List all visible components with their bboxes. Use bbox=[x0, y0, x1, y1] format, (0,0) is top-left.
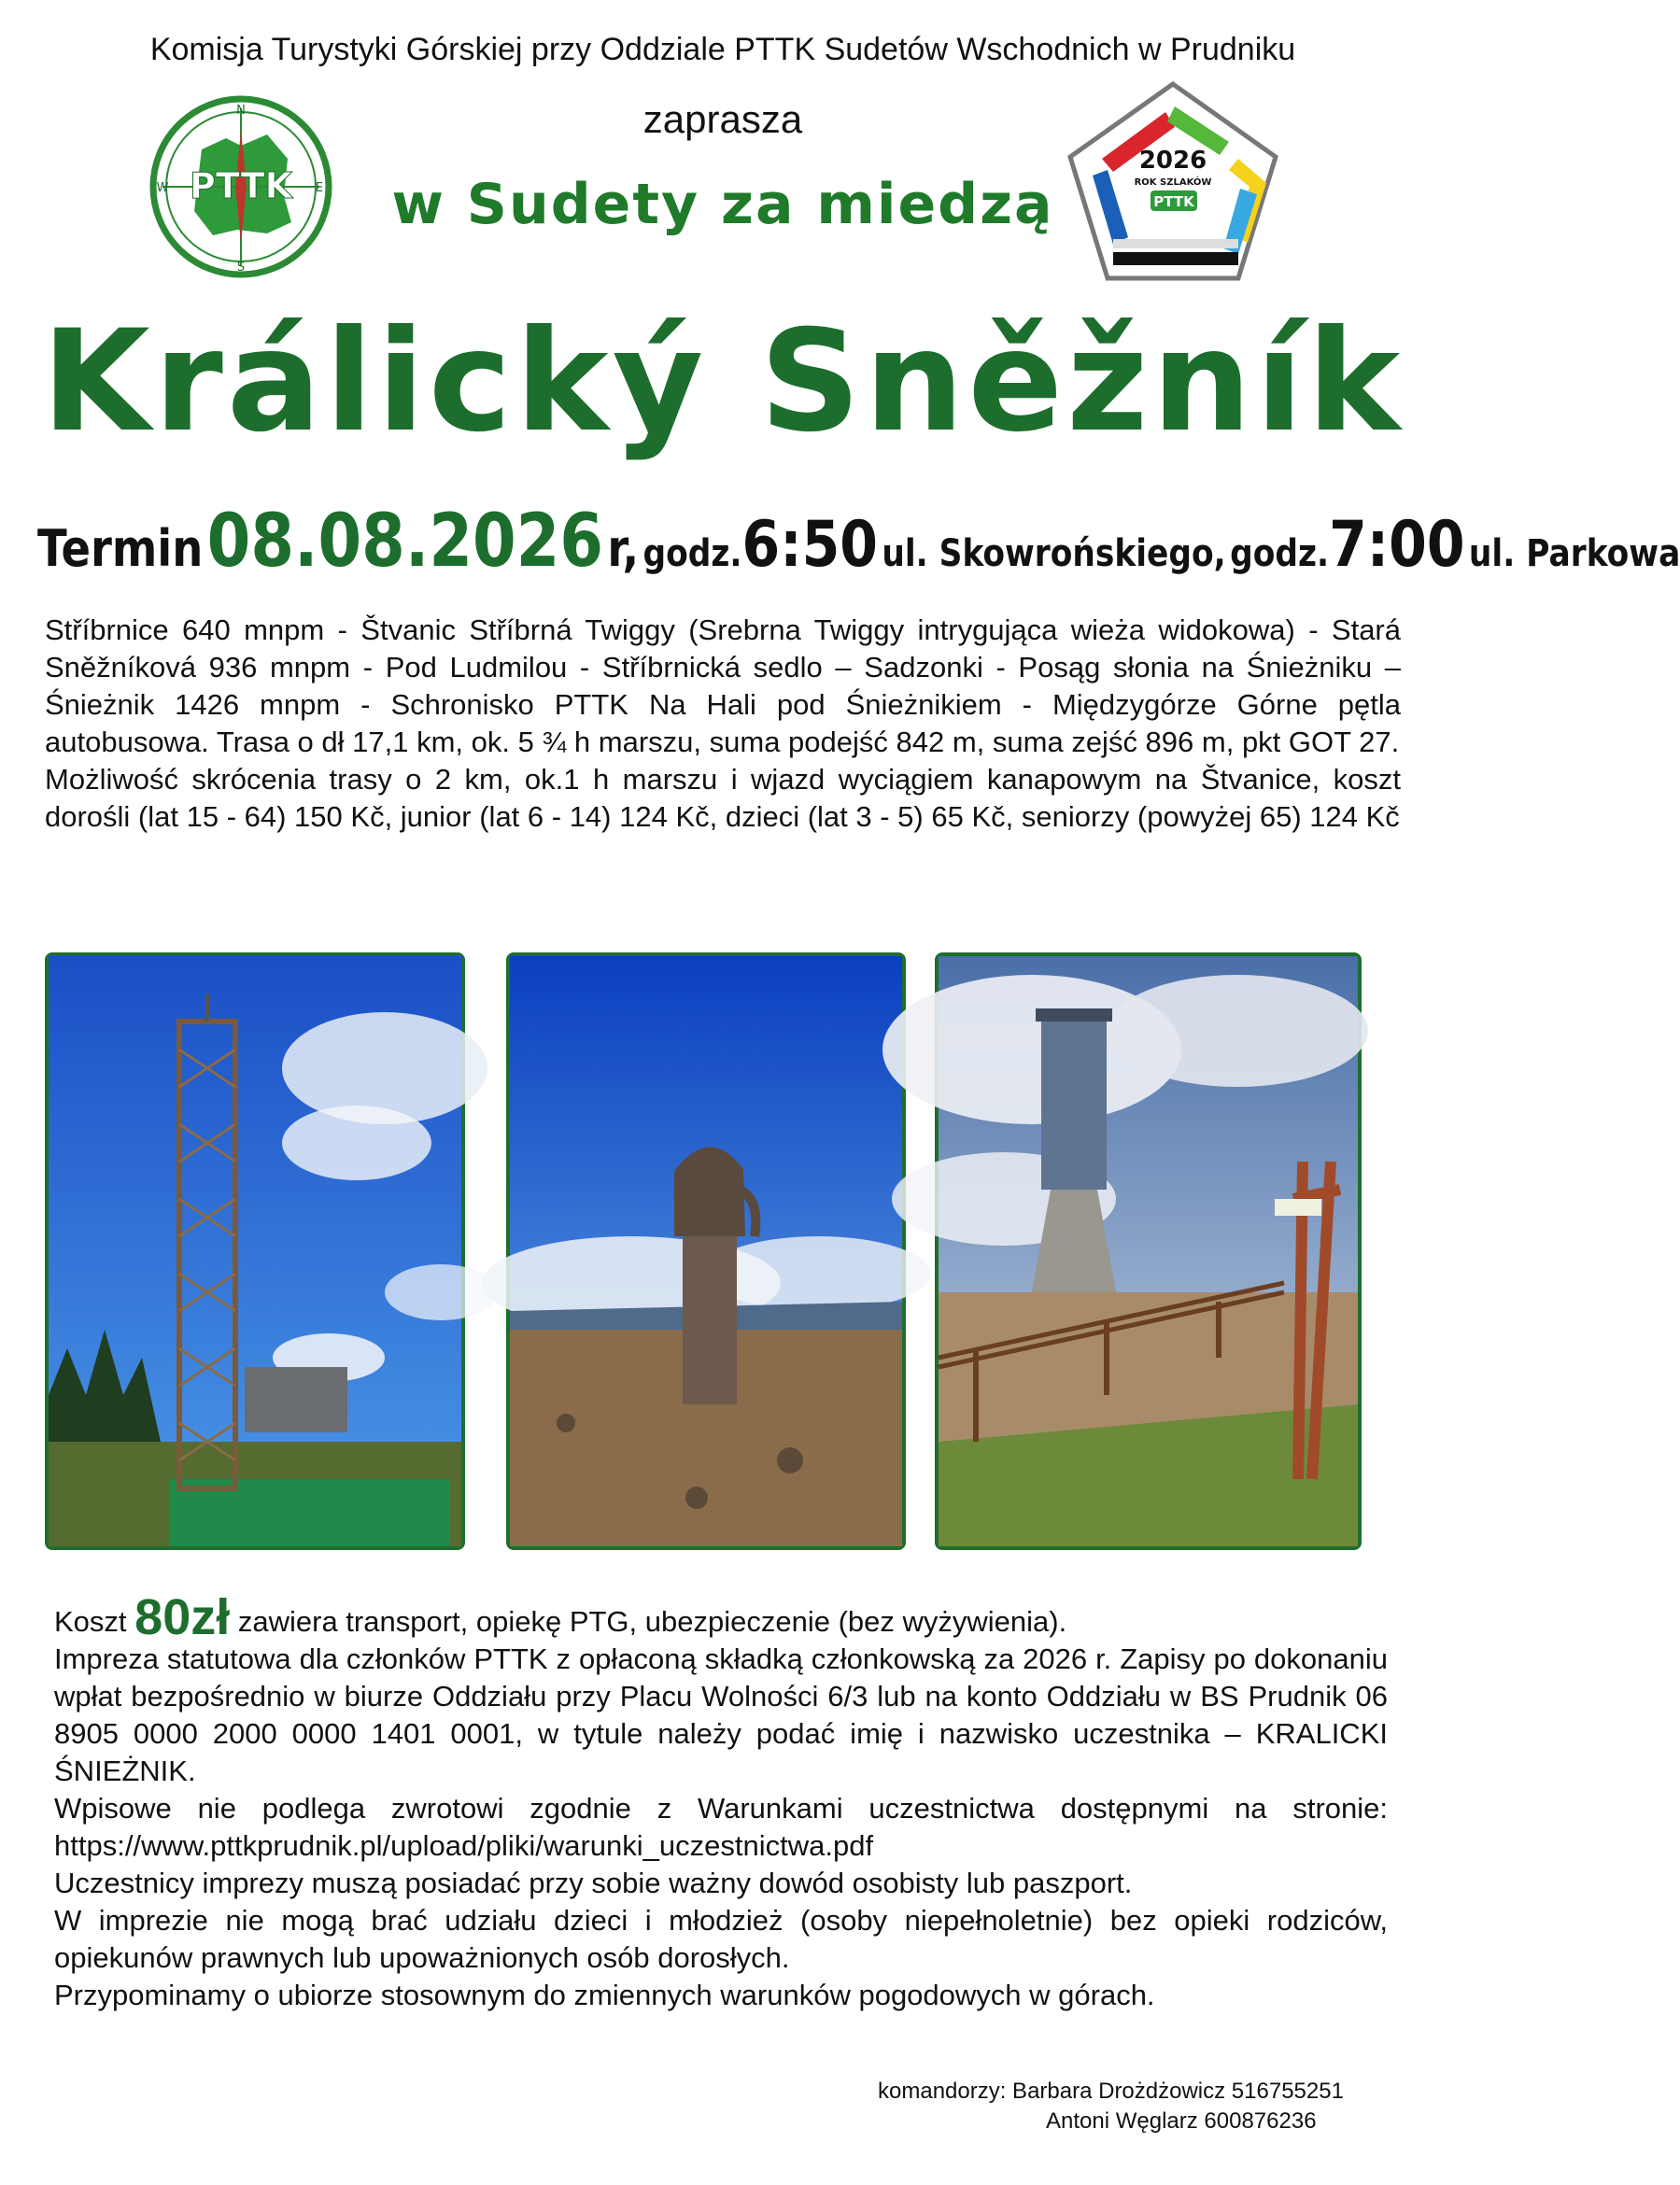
photo-stone-tower bbox=[935, 952, 1362, 1550]
info-paragraph-1: Impreza statutowa dla członków PTTK z opłaconą składką członkowską za 2026 r. Zapisy po dokonaniu wpłat bezpośrednio w biurze Oddziału przy Placu Wolności 6/3 lub na konto Oddziału w BS Prudnik 06 8905 0000 2000 0000 1401 0001, w tytule należy podać imię i nazwisko uczestnika – KRALICKI ŚNIEŻNIK. bbox=[54, 1642, 1388, 1787]
svg-text:S: S bbox=[236, 261, 246, 275]
photo-stone-tower-graphic bbox=[939, 956, 1358, 1546]
photo-elephant-graphic bbox=[510, 956, 902, 1546]
trail-year-logo-graphic bbox=[1065, 78, 1281, 284]
cost-line bbox=[54, 1589, 1388, 1645]
info-paragraph-4: W imprezie nie mogą brać udziału dzieci i młodzież (osoby niepełnoletnie) bez opieki rodziców, opiekunów prawnych lub upoważnionych osób dorosłych. bbox=[54, 1904, 1388, 1974]
route-paragraph-2: Możliwość skrócenia trasy o 2 km, ok.1 h marszu i wjazd wyciągiem kanapowym na Štvanice, koszt dorośli (lat 15 - 64) 150 Kč, junior (lat 6 - 14) 124 Kč, dzieci (lat 3 - 5) 65 Kč, seniorzy (powyżej 65) 124 Kč bbox=[45, 763, 1401, 833]
term-date: 08.08.2026 bbox=[206, 500, 604, 584]
page-title: Králický Sněžník bbox=[41, 301, 1405, 463]
term-r: r, bbox=[607, 519, 640, 578]
cost-value: 80zł bbox=[134, 1589, 231, 1645]
slogan: w Sudety za miedzą bbox=[391, 172, 1054, 237]
trail-logo-year: 2026 bbox=[1138, 147, 1207, 175]
trail-year-logo bbox=[1065, 78, 1281, 284]
godz1-label: godz. bbox=[642, 532, 742, 575]
cost-rest: zawiera transport, opiekę PTG, ubezpieczenie (bez wyżywienia). bbox=[237, 1605, 1067, 1638]
photo-elephant-statue bbox=[506, 952, 906, 1550]
svg-text:W: W bbox=[156, 181, 169, 195]
route-description bbox=[45, 612, 1401, 836]
invite-text: zaprasza bbox=[642, 97, 803, 141]
place2: ul. Parkowa bbox=[1468, 532, 1680, 575]
svg-text:E: E bbox=[315, 181, 324, 195]
time1: 6:50 bbox=[741, 508, 878, 582]
info-paragraph-3: Uczestnicy imprezy muszą posiadać przy sobie ważny dowód osobisty lub paszport. bbox=[54, 1867, 1133, 1899]
leaders-line-2: Antoni Węglarz 600876236 bbox=[1046, 2108, 1317, 2134]
trail-logo-caption: ROK SZLAKÓW bbox=[1134, 177, 1212, 188]
time2: 7:00 bbox=[1329, 508, 1465, 582]
photo-tower-graphic bbox=[49, 956, 461, 1546]
organizer-line: Komisja Turystyki Górskiej przy Oddziale PTTK Sudetów Wschodnich w Prudniku bbox=[149, 32, 1296, 67]
photo-observation-tower bbox=[45, 952, 465, 1550]
godz2-label: godz. bbox=[1230, 532, 1330, 575]
info-paragraph-5: Przypominamy o ubiorze stosownym do zmiennych warunków pogodowych w górach. bbox=[54, 1979, 1155, 2011]
term-label: Termin bbox=[37, 519, 204, 578]
leaders bbox=[840, 2077, 1401, 2136]
svg-text:N: N bbox=[236, 104, 246, 118]
route-paragraph-1: Stříbrnice 640 mnpm - Štvanic Stříbrná Twiggy (Srebrna Twiggy intrygująca wieża widokowa) - Stará Sněžníková 936 mnpm - Pod Ludmilou - Stříbrnická sedlo – Sadzonki - Posąg słonia na Śnieżniku – Śnieżnik 1426 mnpm - Schronisko PTTK Na Hali pod Śnieżnikiem - Międzygórze Górne pętla autobusowa. Trasa o dł 17,1 km, ok. 5 ¾ h marszu, suma podejść 842 m, suma zejść 896 m, pkt GOT 27. bbox=[45, 613, 1401, 758]
term-line bbox=[37, 500, 1680, 584]
info-block bbox=[54, 1589, 1388, 2014]
cost-label: Koszt bbox=[54, 1605, 127, 1638]
leaders-line-1: komandorzy: Barbara Drożdżowicz 516755251 bbox=[878, 2079, 1344, 2104]
trail-logo-pttk: PTTK bbox=[1153, 193, 1194, 210]
info-paragraph-2: Wpisowe nie podlega zwrotowi zgodnie z Warunkami uczestnictwa dostępnymi na stronie: https://www.pttkprudnik.pl/upload/pliki/warunki_uczestnictwa.pdf bbox=[54, 1792, 1388, 1862]
pttk-logo-text: PTTK bbox=[189, 165, 293, 206]
place1: ul. Skowrońskiego, bbox=[882, 532, 1226, 575]
